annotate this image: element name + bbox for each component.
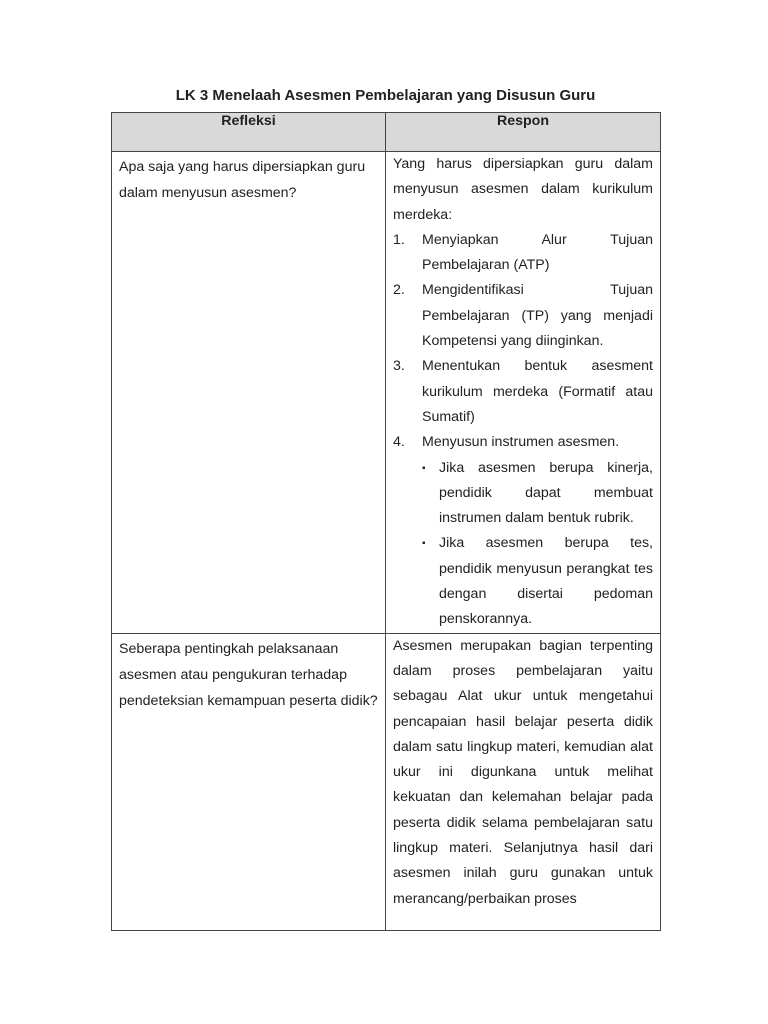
sublist-item	[422, 531, 653, 632]
list-number: 2.	[393, 282, 405, 299]
question-text: Seberapa pentingkah pelaksanaan asesmen atau pengukuran terhadap pendeteksian kemampuan peserta didik?	[119, 640, 378, 709]
square-bullet-icon: ▪	[422, 462, 426, 474]
table-row	[112, 633, 661, 930]
list-item-text: Menyiapkan Alur Tujuan Pembelajaran (ATP)	[422, 231, 653, 274]
reflection-table	[111, 112, 661, 931]
instrument-sublist	[422, 456, 653, 633]
table-row	[112, 152, 661, 634]
column-header-respon: Respon	[386, 113, 661, 152]
sublist-item	[422, 456, 653, 532]
list-item-text: Mengidentifikasi Tujuan Pembelajaran (TP) yang menjadi Kompetensi yang diinginkan.	[422, 282, 653, 350]
question-cell	[112, 152, 386, 634]
response-intro: Yang harus dipersiapkan guru dalam menyusun asesmen dalam kurikulum merdeka:	[393, 156, 653, 223]
table-header-row	[112, 113, 661, 152]
response-text: Asesmen merupakan bagian terpenting dalam proses pembelajaran yaitu sebagau Alat ukur untuk mengetahui pencapaian hasil belajar peserta didik dalam satu lingkup materi, kemudian alat ukur ini digunkana untuk melihat kekuatan dan kelemahan belajar pada peserta didik selama pembelajaran satu lingkup materi. Selanjutnya hasil dari asesmen inilah guru gunakan untuk merancang/perbaikan proses	[393, 637, 653, 907]
list-item	[393, 430, 653, 632]
document-title: LK 3 Menelaah Asesmen Pembelajaran yang Disusun Guru	[175, 87, 596, 104]
list-item-text: Menyusun instrumen asesmen.	[422, 434, 620, 451]
response-cell	[386, 152, 661, 634]
list-number: 1.	[393, 231, 405, 248]
response-cell	[386, 633, 661, 930]
list-number: 3.	[393, 358, 405, 375]
sublist-item-text: Jika asesmen berupa kinerja, pendidik dapat membuat instrumen dalam bentuk rubrik.	[439, 459, 653, 527]
question-text: Apa saja yang harus dipersiapkan guru dalam menyusun asesmen?	[119, 159, 366, 201]
question-cell	[112, 633, 386, 930]
response-content	[386, 152, 660, 633]
column-header-refleksi: Refleksi	[112, 113, 386, 152]
sublist-item-text: Jika asesmen berupa tes, pendidik menyusun perangkat tes dengan disertai pedoman penskorannya.	[439, 535, 653, 628]
list-item	[393, 354, 653, 430]
list-item	[393, 228, 653, 279]
list-number: 4.	[393, 434, 405, 451]
list-item-text: Menentukan bentuk asesment kurikulum merdeka (Formatif atau Sumatif)	[422, 358, 653, 425]
list-item	[393, 278, 653, 354]
square-bullet-icon: ▪	[422, 538, 426, 550]
preparation-steps-list	[393, 228, 653, 633]
